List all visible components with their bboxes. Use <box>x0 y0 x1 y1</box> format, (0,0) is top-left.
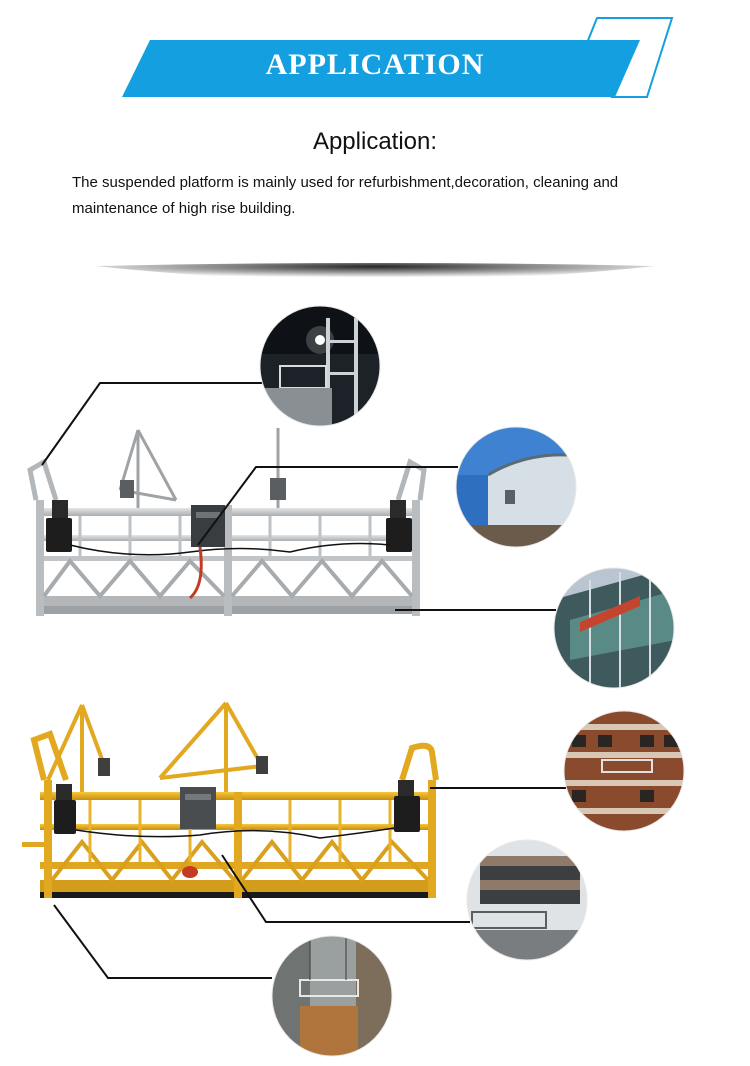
banner-title: APPLICATION <box>265 48 485 81</box>
painted-platform <box>22 703 436 898</box>
glass-curtain-wall-photo <box>552 566 676 690</box>
night-facade-photo <box>258 304 382 428</box>
interior-shaft-photo <box>270 934 394 1058</box>
brick-facade-photo <box>562 709 686 833</box>
application-description: The suspended platform is mainly used for refurbishment,decoration, cleaning and maintenance of high rise building. <box>72 174 619 217</box>
section-heading: Application: <box>312 128 438 155</box>
galvanized-platform <box>30 428 424 616</box>
concrete-building-photo <box>465 838 589 962</box>
storage-tank-photo <box>454 425 580 549</box>
